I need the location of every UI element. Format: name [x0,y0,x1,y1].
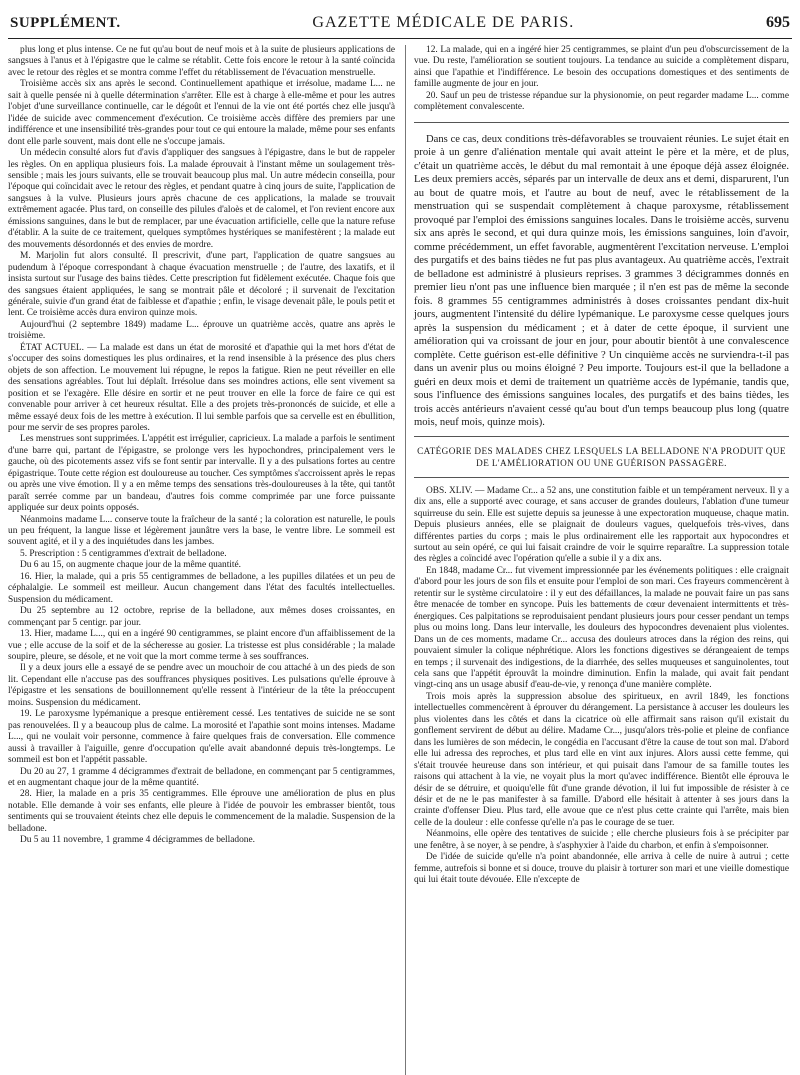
left-column [8,45,395,1075]
paragraph: En 1848, madame Cr... fut vivement impressionnée par les événements politiques : elle craignait d'abord pour les jours de son fils et ensuite pour l'emploi de son mari. Ces frayeurs commencèrent à retentir sur le système circulatoire : il y eut des défaillances, la malade ne pouvait faire un pas sans être menacée de tomber en syncope. Puis les battements de cœur devenaient intermittents et très-énergiques. Ces palpitations se reproduisaient pendant plusieurs jours pour cesser pendant un temps plus ou moins long. Dans leur intervalle, les douleurs des hypocondres devenaient plus violentes. Dans un de ces moments, madame Cr... accusa des douleurs atroces dans la région des reins, qui pouvaient simuler la colique néphrétique. Alors les fonctions digestives se dérangeaient de temps en temps ; il survenait des indigestions, de la diarrhée, des selles muqueuses et sanguinolentes, tout cela sans que l'appétit éprouvât la moindre diminution. Enfin la malade, qui avait fait pendant vingt-cinq ans un usage abusif d'eau-de-vie, y renonça d'une manière complète. [414,565,789,691]
paragraph: Du 25 septembre au 12 octobre, reprise de la belladone, aux mêmes doses croissantes, en commençant par 5 centigr. par jour. [8,606,395,628]
paragraph: Dans ce cas, deux conditions très-défavorables se trouvaient réunies. Le sujet était en proie à un genre d'aliénation mentale qui avait atteint le père et la mère, et de plus, c'était un quatrième accès, le début du mal remontait à une époque déjà assez éloignée. Les deux premiers accès, séparés par un intervalle de deux ans et demi, disparurent, l'un au bout de quatre mois, et l'autre au bout de neuf, avec le rétablissement de la menstruation qui se suspendait complètement à chaque paroxysme, rétablissement provoqué par l'emploi des émissions sanguines locales. Dans le troisième accès, survenu six ans après le second, et qui dura quinze mois, les émissions sanguines, loin d'avoir, comme précédemment, un effet favorable, augmentèrent l'excitation nerveuse. L'emploi des purgatifs et des bains tièdes ne fut pas plus avantageux. Au quatrième accès, l'extrait de belladone est administré à plusieurs reprises. 3 grammes 3 décigrammes donnés en premier lieu n'ont pas une influence bien marquée ; il n'en est pas de même la seconde fois. 8 grammes 55 centigrammes administrés à doses croissantes pendant dix-huit jours, augmentent l'intensité du délire lypémanique. Le paroxysme cesse quelques jours après la suspension du médicament ; et à dater de cette époque, il survient une amélioration qui va croissant de jour en jour, pour aboutir bientôt à une convalescence complète. Cette guérison est-elle définitive ? Un cinquième accès ne surviendra-t-il pas dans un avenir plus ou moins éloigné ? Peu importe. Toujours est-il que la belladone a guéri en deux mois et demi de traitement un quatrième accès de lypémanie, tandis que, sous l'influence des émissions sanguines locales, des purgatifs et des bains tièdes, les trois accès antérieurs n'avaient cessé qu'au bout d'un temps beaucoup plus long (quatre mois, neuf mois, quinze mois). [414,133,789,429]
paragraph: 28. Hier, la malade en a pris 35 centigrammes. Elle éprouve une amélioration de plus en plus notable. Elle demande à voir ses enfants, elle pleure à l'idée de pouvoir les embrasser bientôt, tous sentiments qui se trouvaient éteints chez elle depuis le commencement de la maladie. Suspension de la belladone. [8,789,395,834]
paragraph: ÉTAT ACTUEL. — La malade est dans un état de morosité et d'apathie qui la met hors d'état de s'occuper des soins domestiques les plus ordinaires, et la rend insensible à la présence des plus chers objets de son affection. Le mouvement lui répugne, le repos la fatigue. Rien ne peut réveiller en elle des sensations agréables. Tout lui déplaît. Irrésolue dans ses moindres actions, elle sent vivement sa position et se l'exagère. Elle désire en sortir et ne peut trouver en elle la force de faire ce qui est convenable pour arriver à cet heureux résultat. Elle a des projets très-prononcés de suicide, et elle a même essayé deux fois de les mettre à exécution. Il lui semble parfois que sa cervelle est en ébullition, pour me servir de ses propres paroles. [8,342,395,433]
separator-rule [414,436,789,437]
two-column-body [8,45,792,1075]
paragraph: plus long et plus intense. Ce ne fut qu'au bout de neuf mois et à la suite de plusieurs applications de sangsues à l'anus et à l'épigastre que le calme se rétablit. Cette fois encore le retour à la santé coïncida avec le retour des règles et se montra comme l'effet du rétablissement de l'évacuation menstruelle. [8,45,395,78]
paragraph: Néanmoins, elle opère des tentatives de suicide ; elle cherche plusieurs fois à se précipiter par une fenêtre, à se noyer, à se pendre, à s'asphyxier à l'aide du charbon, et enfin à s'empoisonner. [414,829,789,851]
separator-rule [414,477,789,478]
commentary-paragraphs [414,133,789,430]
paragraph: 16. Hier, la malade, qui a pris 55 centigrammes de belladone, a les pupilles dilatées et un peu de céphalalgie. Le sommeil est meilleur. Aucun changement dans l'état des facultés intellectuelles. Suspension du médicament. [8,571,395,605]
paragraph: Troisième accès six ans après le second. Continuellement apathique et irrésolue, madame L... ne sait à quelle pensée ni à quelle détermination s'arrêter. Elle est à charge à elle-même et pour les autres l'objet d'une surveillance continuelle, car le dégoût et l'ennui de la vie ont été portés chez elle jusqu'à l'idée de suicide avec commencement d'exécution. Ce troisième accès diffère des premiers par une indifférence et une insensibilité très-grandes pour tout ce qui entoure la malade, même pour ses enfants dont elle parle souvent, mais dont elle ne s'occupe jamais. [8,79,395,147]
right-column [405,45,789,1075]
paragraph: 5. Prescription : 5 centigrammes d'extrait de belladone. [20,548,227,559]
paragraph: 20. Sauf un peu de tristesse répandue sur la physionomie, on peut regarder madame L... comme complètement convalescente. [414,90,789,113]
paragraph: Il y a deux jours elle a essayé de se pendre avec un mouchoir de cou attaché à un des pieds de son lit. Cependant elle n'accuse pas des souffrances physiques positives. Les pulsations qu'elle éprouve à l'épigastre et les sensations de bouillonnement qu'elle ressent à l'intérieur de la tête la préoccupent moins. Suspension du médicament. [8,663,395,708]
paragraph: Néanmoins madame L... conserve toute la fraîcheur de la santé ; la coloration est naturelle, le pouls un peu fréquent, la langue lisse et légèrement jaunâtre vers la base, le ventre libre. Le sommeil est souvent agité, et il y a des inquiétudes dans les jambes. [8,514,395,548]
paragraph: Du 5 au 11 novembre, 1 gramme 4 décigrammes de belladone. [20,835,255,846]
paragraph: Un médecin consulté alors fut d'avis d'appliquer des sangsues à l'épigastre, dans le but de rappeler les règles. On en appliqua plusieurs fois. La malade éprouvait à l'instant même un soulagement très-sensible ; mais les jours suivants, elle se trouvait beaucoup plus mal. Un autre médecin conseilla, pour l'époque qui coïncidait avec le retour des règles, et pendant quatre à cinq jours de suite, l'application de sangsues à la vulve. Plusieurs jours après chacune de ces applications, la malade se trouvait extrêmement agacée. Plus tard, on conseille des pilules d'aloès et de calomel, et l'on revient encore aux émissions sanguines, dans le but de remplacer, par une évacuation artificielle, celle que la nature refuse d'établir. A la suite de ce traitement, quelques symptômes hystériques se manifestèrent ; la malade eut des mouvements désordonnés et des envies de mordre. [8,148,395,250]
right-top-paragraphs [414,45,789,114]
journal-title: GAZETTE MÉDICALE DE PARIS. [312,14,575,31]
paragraph: 13. Hier, madame L..., qui en a ingéré 90 centigrammes, se plaint encore d'un affaiblissement de la vue ; elle accuse de la soif et de la sécheresse au gosier. La tristesse est plus considérable ; la malade soupire, pleure, se désole, et ne voit que la mort comme terme à ses souffrances. [8,629,395,663]
supplement-label: SUPPLÉMENT. [10,15,121,31]
paragraph: De l'idée de suicide qu'elle n'a point abandonnée, elle arriva à celle de nuire à autrui ; cette femme, autrefois si bonne et si douce, trouve du plaisir à torturer son mari et une vieille domestique qui lui était toute dévouée. Elle n'excepte de [414,852,789,886]
paragraph: Aujourd'hui (2 septembre 1849) madame L... éprouve un quatrième accès, quatre ans après le troisième. [8,319,395,342]
paragraph: 19. Le paroxysme lypémanique a presque entièrement cessé. Les tentatives de suicide ne se sont pas renouvelées. Il y a beaucoup plus de calme. La morosité et l'apathie sont moins intenses. Madame L..., qui ne voulait voir personne, commence à faire quelques frais de conversation. Elle commence aussi à travailler à l'aiguille, genre d'occupation qu'elle avait abandonné depuis très-longtemps. Le sommeil est bon et l'appétit passable. [8,709,395,766]
paragraph: Trois mois après la suppression absolue des spiritueux, en avril 1849, les fonctions intellectuelles commencèrent à éprouver du dérangement. La persistance à accuser les douleurs les plus violentes dans les côtés et dans la cicatrice où elle affirmait sans raison qu'il existait du gonflement servirent de début au délire. Madame Cr..., jusqu'alors très-polie et pleine de confiance dans les lumières de son médecin, le congédia en l'accusant d'être la cause de tout son mal. D'abord elle lui adressa des reproches, et plus tard elle en vint aux injures. Alors aussi cette femme, qui s'était trouvée heureuse dans son intérieur, et qui puisait dans l'amour de sa famille toutes les raisons qui attachent à la vie, ne voyait plus la mort qu'avec indifférence. Bientôt elle éprouva le désir de se détruire, et quoiqu'elle fût d'une grande dévotion, il lui fut impossible de résister à ce désir et de ne le pas manifester à sa famille. D'abord elle hésitait à attenter à ses jours dans la crainte d'offenser Dieu. Plus tard, elle avoue que ce n'est plus cette crainte qui l'arrête, mais bien celle de la douleur : elle confesse qu'elle n'a pas le courage de se tuer. [414,691,789,828]
paragraph: M. Marjolin fut alors consulté. Il prescrivit, d'une part, l'application de quatre sangsues au pudendum à l'époque correspondant à chaque évacuation menstruelle ; de l'autre, des laxatifs, et il insista surtout sur l'usage des bains tièdes. Cette prescription fut fidèlement exécutée. Chaque fois que des sangsues étaient appliquées, le sang se montrait pâle et décoloré ; il survenait de l'excitation générale, suivie d'un grand état de faiblesse et d'apathie ; enfin, le visage devenait pâle, le pouls petit et lent. Ce troisième accès dura environ quinze mois. [8,251,395,319]
paragraph: Les menstrues sont supprimées. L'appétit est irrégulier, capricieux. La malade a parfois le sentiment d'une barre qui, partant de l'épigastre, se prolonge vers les hypochondres, principalement vers le gauche, où des picotements assez vifs se font sentir par intervalle. Il y a des pulsations fortes au centre épigastrique. Toute cette région est douloureuse au toucher. Ces symptômes s'accroissent après le repas ou après une vive émotion. Il y a en même temps des sensations très-douloureuses à la tête, qui tantôt paraît serrée comme par un bandeau, d'autres fois comme comprimée par une force puissante appliquée sur deux points opposés. [8,434,395,514]
paragraph: Du 6 au 15, on augmente chaque jour de la même quantité. [20,560,242,571]
paragraph: 12. La malade, qui en a ingéré hier 25 centigrammes, se plaint d'un peu d'obscurcissement de la vue. Du reste, l'amélioration se soutient toujours. La tendance au suicide a complètement disparu, ainsi que l'apathie et l'indifférence. Le besoin des occupations domestiques et des sentiments de famille augmente de jour en jour. [414,45,789,90]
separator-rule [414,122,789,123]
running-header [8,14,792,39]
left-column-paragraphs [8,45,395,847]
section-title: CATÉGORIE DES MALADES CHEZ LESQUELS LA BELLADONE N'A PRODUIT QUE DE L'AMÉLIORATION OU UNE GUÉRISON PASSAGÈRE. [417,445,786,468]
page-number: 695 [766,14,790,31]
observation-paragraphs [414,486,789,887]
paragraph: Du 20 au 27, 1 gramme 4 décigrammes d'extrait de belladone, en commençant par 5 centigrammes, et en augmentant chaque jour de la même quantité. [8,766,395,788]
paragraph: OBS. XLIV. — Madame Cr... a 52 ans, une constitution faible et un tempérament nerveux. Il y a dix ans, elle a supporté avec courage, et sans accuser de grandes douleurs, l'ablation d'une tumeur squirreuse du sein. Elle est sujette depuis sa jeunesse à une expectoration muqueuse, chaque matin. Depuis plusieurs années, elle se plaignait de douleurs vagues, quelquefois très-vives, dans différentes parties du corps ; mais le plus ordinairement elle les rapportait aux hypocondres et surtout au sein opéré, ce qui lui faisait craindre de voir le squirre reparaître. La suppression totale des règles a coïncidé avec l'opération qu'elle a subie il y a dix ans. [414,485,789,565]
